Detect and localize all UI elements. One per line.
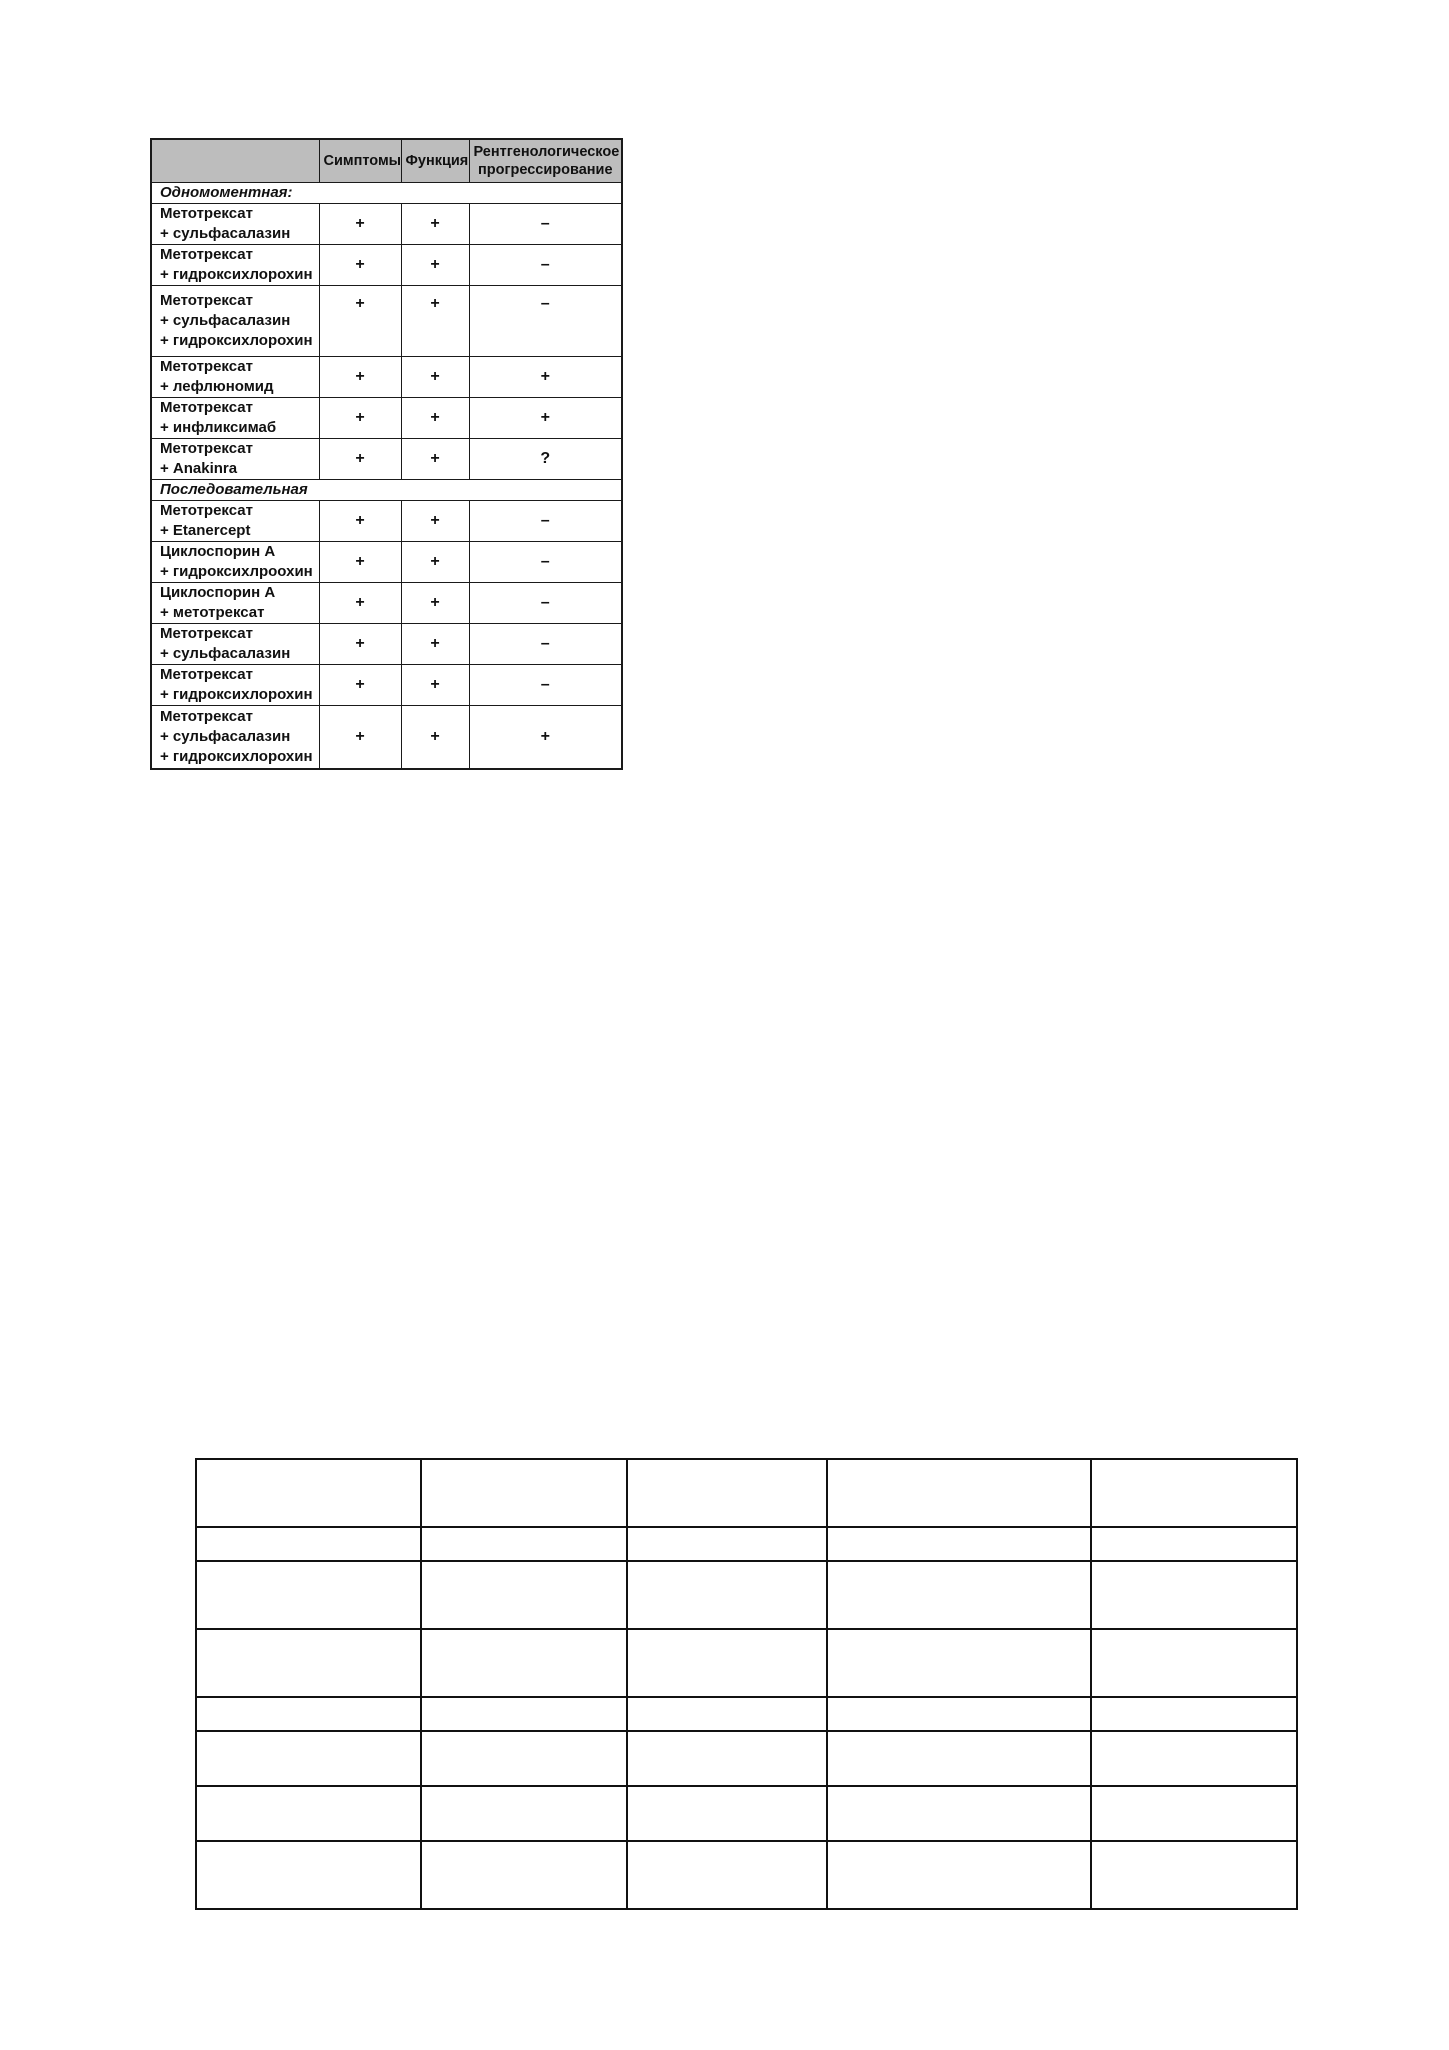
empty-cell <box>421 1786 627 1841</box>
empty-cell <box>196 1786 421 1841</box>
table-row <box>151 542 622 583</box>
xray-cell: – <box>469 204 622 245</box>
header-drug <box>151 139 319 183</box>
function-cell: + <box>401 245 469 286</box>
empty-cell <box>196 1841 421 1909</box>
empty-cell <box>196 1561 421 1629</box>
header-function: Функция <box>401 139 469 183</box>
symptoms-cell: + <box>319 542 401 583</box>
xray-cell: – <box>469 583 622 624</box>
table-row <box>151 665 622 706</box>
empty-cell <box>1091 1841 1297 1909</box>
drug-cell: Метотрексат + Anakinra <box>151 439 319 480</box>
empty-cell <box>196 1459 421 1527</box>
empty-cell <box>627 1731 827 1786</box>
empty-cell <box>421 1731 627 1786</box>
function-cell: + <box>401 501 469 542</box>
drug-cell: Метотрексат + гидроксихлорохин <box>151 245 319 286</box>
empty-cell <box>627 1561 827 1629</box>
symptoms-cell: + <box>319 357 401 398</box>
therapy-combination-table <box>150 138 623 770</box>
empty-cell <box>196 1629 421 1697</box>
drug-cell: Метотрексат + сульфасалазин + гидроксихлорохин <box>151 706 319 770</box>
empty-cell <box>421 1561 627 1629</box>
empty-cell <box>1091 1629 1297 1697</box>
symptoms-cell: + <box>319 706 401 770</box>
drug-cell: Метотрексат + сульфасалазин + гидроксихлорохин <box>151 286 319 357</box>
drug-cell: Циклоспорин А + гидроксихлроохин <box>151 542 319 583</box>
empty-cell <box>627 1527 827 1561</box>
function-cell: + <box>401 357 469 398</box>
drug-cell: Метотрексат + сульфасалазин <box>151 624 319 665</box>
header-symptoms: Симптомы <box>319 139 401 183</box>
section-simultaneous: Одномоментная: <box>151 183 622 204</box>
section-row <box>151 480 622 501</box>
xray-cell: – <box>469 665 622 706</box>
section-sequential: Последовательная <box>151 480 622 501</box>
table-row <box>151 245 622 286</box>
empty-cell <box>827 1697 1091 1731</box>
table-row <box>151 398 622 439</box>
symptoms-cell: + <box>319 624 401 665</box>
xray-cell: – <box>469 245 622 286</box>
function-cell: + <box>401 398 469 439</box>
empty-cell <box>1091 1561 1297 1629</box>
table-header-row <box>151 139 622 183</box>
empty-cell <box>827 1459 1091 1527</box>
empty-cell <box>827 1629 1091 1697</box>
empty-cell <box>421 1459 627 1527</box>
symptoms-cell: + <box>319 501 401 542</box>
empty-cell <box>827 1731 1091 1786</box>
table-row <box>196 1629 1297 1697</box>
function-cell: + <box>401 665 469 706</box>
symptoms-cell: + <box>319 286 401 357</box>
xray-cell: – <box>469 286 622 357</box>
empty-cell <box>196 1731 421 1786</box>
symptoms-cell: + <box>319 439 401 480</box>
function-cell: + <box>401 583 469 624</box>
xray-cell: + <box>469 706 622 770</box>
xray-cell: – <box>469 542 622 583</box>
empty-cell <box>627 1841 827 1909</box>
empty-cell <box>627 1786 827 1841</box>
xray-cell: ? <box>469 439 622 480</box>
empty-cell <box>421 1841 627 1909</box>
drug-cell: Метотрексат + сульфасалазин <box>151 204 319 245</box>
symptoms-cell: + <box>319 583 401 624</box>
xray-cell: – <box>469 624 622 665</box>
table-row <box>196 1561 1297 1629</box>
xray-cell: + <box>469 357 622 398</box>
empty-cell <box>196 1527 421 1561</box>
table-row <box>151 583 622 624</box>
table-row <box>196 1459 1297 1527</box>
empty-cell <box>1091 1731 1297 1786</box>
symptoms-cell: + <box>319 245 401 286</box>
xray-cell: + <box>469 398 622 439</box>
function-cell: + <box>401 706 469 770</box>
symptoms-cell: + <box>319 398 401 439</box>
table-row <box>196 1786 1297 1841</box>
empty-cell <box>421 1527 627 1561</box>
empty-cell <box>1091 1459 1297 1527</box>
xray-cell: – <box>469 501 622 542</box>
function-cell: + <box>401 624 469 665</box>
empty-grid-table <box>195 1458 1298 1910</box>
drug-cell: Циклоспорин А + метотрексат <box>151 583 319 624</box>
table-row <box>196 1527 1297 1561</box>
section-row <box>151 183 622 204</box>
empty-cell <box>1091 1697 1297 1731</box>
table-row <box>151 357 622 398</box>
empty-cell <box>827 1841 1091 1909</box>
drug-cell: Метотрексат + инфликсимаб <box>151 398 319 439</box>
function-cell: + <box>401 286 469 357</box>
empty-cell <box>196 1697 421 1731</box>
empty-cell <box>627 1629 827 1697</box>
drug-cell: Метотрексат + Etanercept <box>151 501 319 542</box>
empty-cell <box>827 1527 1091 1561</box>
drug-cell: Метотрексат + лефлюномид <box>151 357 319 398</box>
empty-cell <box>421 1697 627 1731</box>
empty-cell <box>421 1629 627 1697</box>
table-row <box>151 706 622 770</box>
table-row <box>196 1731 1297 1786</box>
empty-cell <box>827 1786 1091 1841</box>
table-row <box>196 1697 1297 1731</box>
symptoms-cell: + <box>319 665 401 706</box>
empty-cell <box>827 1561 1091 1629</box>
table-row <box>151 439 622 480</box>
header-xray-progression: Рентгенологическое прогрессирование <box>469 139 622 183</box>
table-row <box>151 501 622 542</box>
drug-cell: Метотрексат + гидроксихлорохин <box>151 665 319 706</box>
empty-cell <box>1091 1527 1297 1561</box>
table-row <box>151 204 622 245</box>
symptoms-cell: + <box>319 204 401 245</box>
table-row <box>196 1841 1297 1909</box>
empty-cell <box>627 1459 827 1527</box>
function-cell: + <box>401 542 469 583</box>
empty-cell <box>627 1697 827 1731</box>
table-row <box>151 624 622 665</box>
function-cell: + <box>401 439 469 480</box>
table-row <box>151 286 622 357</box>
function-cell: + <box>401 204 469 245</box>
empty-cell <box>1091 1786 1297 1841</box>
